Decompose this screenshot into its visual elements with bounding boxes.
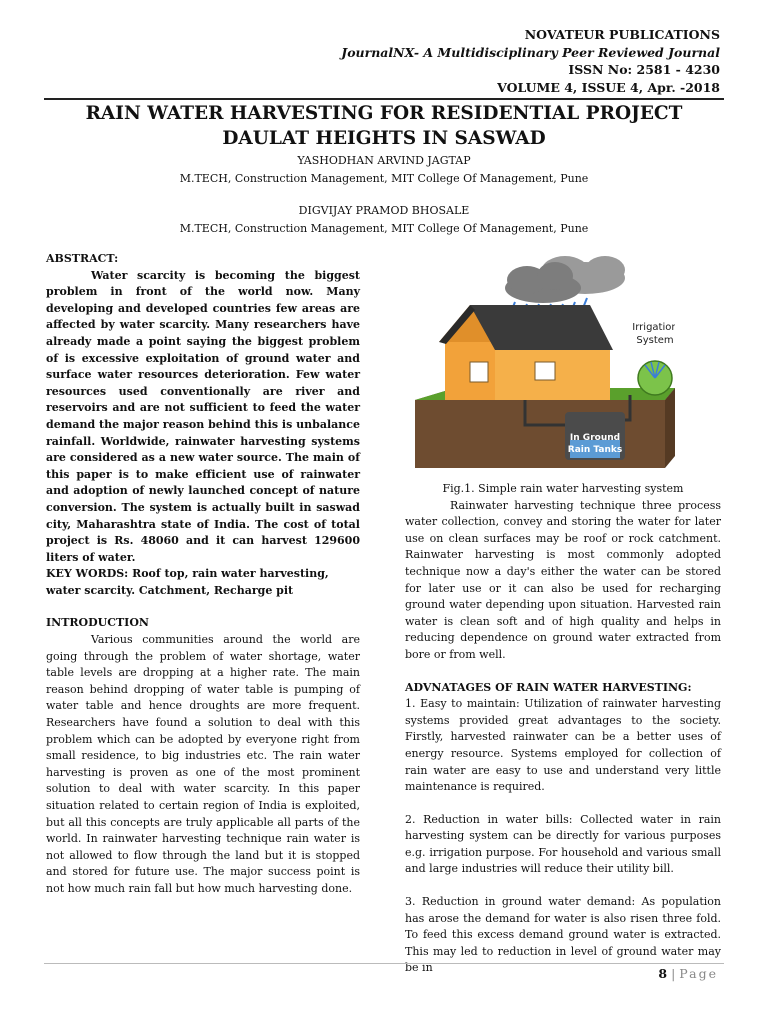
rainwater-harvesting-figure — [415, 250, 675, 475]
advantage-2: 2. Reduction in water bills: Collected water in rain harvesting system can be directly for various purposes e.g. irrigation purpose. For household and various small and large industries will reduce their utility bill. — [405, 812, 721, 876]
irrigation-label-1: Irrigation — [632, 322, 675, 333]
abstract-body: Water scarcity is becoming the biggest problem in front of the world now. Many developing and developed countries few areas are affected by water scarcity. Many researchers have already made a point saying the biggest problem of is excessive exploitation of ground water and surface water resources deterioration. Few water resources used conventionally are river and reservoirs and are not sufficient to feed the water demand the major reason behind this is unbalance rainfall. Worldwide, rainwater harvesting systems are considered as a new water source. The main of this paper is to make efficient use of rainwater and adoption of newly launched concept of nature conversion. The system is actually built in saswad city, Maharashtra state of India. The cost of total project is Rs. 48060 and it can harvest 129600 liters of water. — [46, 268, 360, 564]
tank-label-1: In Ground — [569, 433, 621, 443]
advantages-heading: ADVNATAGES OF RAIN WATER HARVESTING: — [405, 680, 692, 694]
author-name: DIGVIJAY PRAMOD BHOSALE — [298, 204, 470, 217]
author-2 — [44, 203, 724, 236]
house-icon — [439, 305, 613, 400]
tank-label-2: Rain Tanks — [567, 445, 623, 455]
figure-caption: Fig.1. Simple rain water harvesting system — [442, 482, 684, 495]
header-rule — [44, 98, 724, 100]
author-1 — [44, 153, 724, 186]
volume-issue: VOLUME 4, ISSUE 4, Apr. -2018 — [497, 79, 720, 95]
keywords: KEY WORDS: Roof top, rain water harvesting, water scarcity. Catchment, Recharge pit — [46, 567, 329, 597]
page-label: Page — [679, 966, 718, 981]
issn: ISSN No: 2581 - 4230 — [568, 62, 720, 77]
left-column — [46, 251, 360, 898]
irrigation-label-2: System — [636, 335, 674, 346]
author-name: YASHODHAN ARVIND JAGTAP — [297, 154, 471, 167]
cloud-icon — [505, 256, 625, 303]
paper-title: RAIN WATER HARVESTING FOR RESIDENTIAL PROJECT DAULAT HEIGHTS IN SASWAD — [85, 103, 683, 149]
journal-header — [341, 26, 720, 96]
author-affiliation: M.TECH, Construction Management, MIT College Of Management, Pune — [179, 172, 589, 185]
advantage-3: 3. Reduction in ground water demand: As population has arose the demand for water is also risen three fold. To feed this excess demand ground water is extracted. This may led to reduction in level of ground water may be in — [405, 895, 721, 975]
figure-text: Rainwater harvesting technique three process water collection, convey and storing the water for later use on clean surfaces may be roof or rock catchment. Rainwater harvesting is most commonly adopted technique now a day's either the water can be stored for later use or it can also be used for recharging ground water depending upon situation. Harvested rain water is clean soft and of high quality and helps in reducing dependence on ground water extracted from bore or from well. — [405, 498, 721, 661]
journal-name: JournalNX- A Multidisciplinary Peer Reviewed Journal — [341, 44, 720, 60]
footer-rule — [44, 963, 724, 964]
author-affiliation: M.TECH, Construction Management, MIT College Of Management, Pune — [179, 222, 589, 235]
right-column — [405, 481, 721, 977]
advantage-1: 1. Easy to maintain: Utilization of rainwater harvesting systems provided great advantages to the society. Firstly, harvested rainwater can be a better uses of energy resource. Systems employed for collection of rain water are easy to use and understand very little maintenance is required. — [405, 697, 721, 794]
irrigation-icon — [638, 361, 672, 395]
page-number: 8 — [658, 966, 668, 981]
publisher-name: NOVATEUR PUBLICATIONS — [524, 27, 720, 42]
introduction-body: Various communities around the world are going through the problem of water shortage, water table levels are dropping at a higher rate. The main reason behind dropping of water table is pumping of water table and hence droughts are more frequent. Researchers have found a solution to deal with this problem which can be adopted by everyone right from small residence, to big industries etc. The rain water harvesting is proven as one of the most prominent solution to deal with water scarcity. In this paper situation related to certain region of India is exploited, but all this concepts are truly applicable all parts of the world. In rainwater harvesting technique rain water is not allowed to flow through the land but it is stopped and stored for future use. The major success point is not how much rain fall but how much harvesting done. — [46, 633, 360, 895]
page-footer: 8 | Page — [658, 966, 718, 981]
abstract-heading: ABSTRACT: — [46, 252, 119, 265]
introduction-heading: INTRODUCTION — [46, 616, 149, 630]
